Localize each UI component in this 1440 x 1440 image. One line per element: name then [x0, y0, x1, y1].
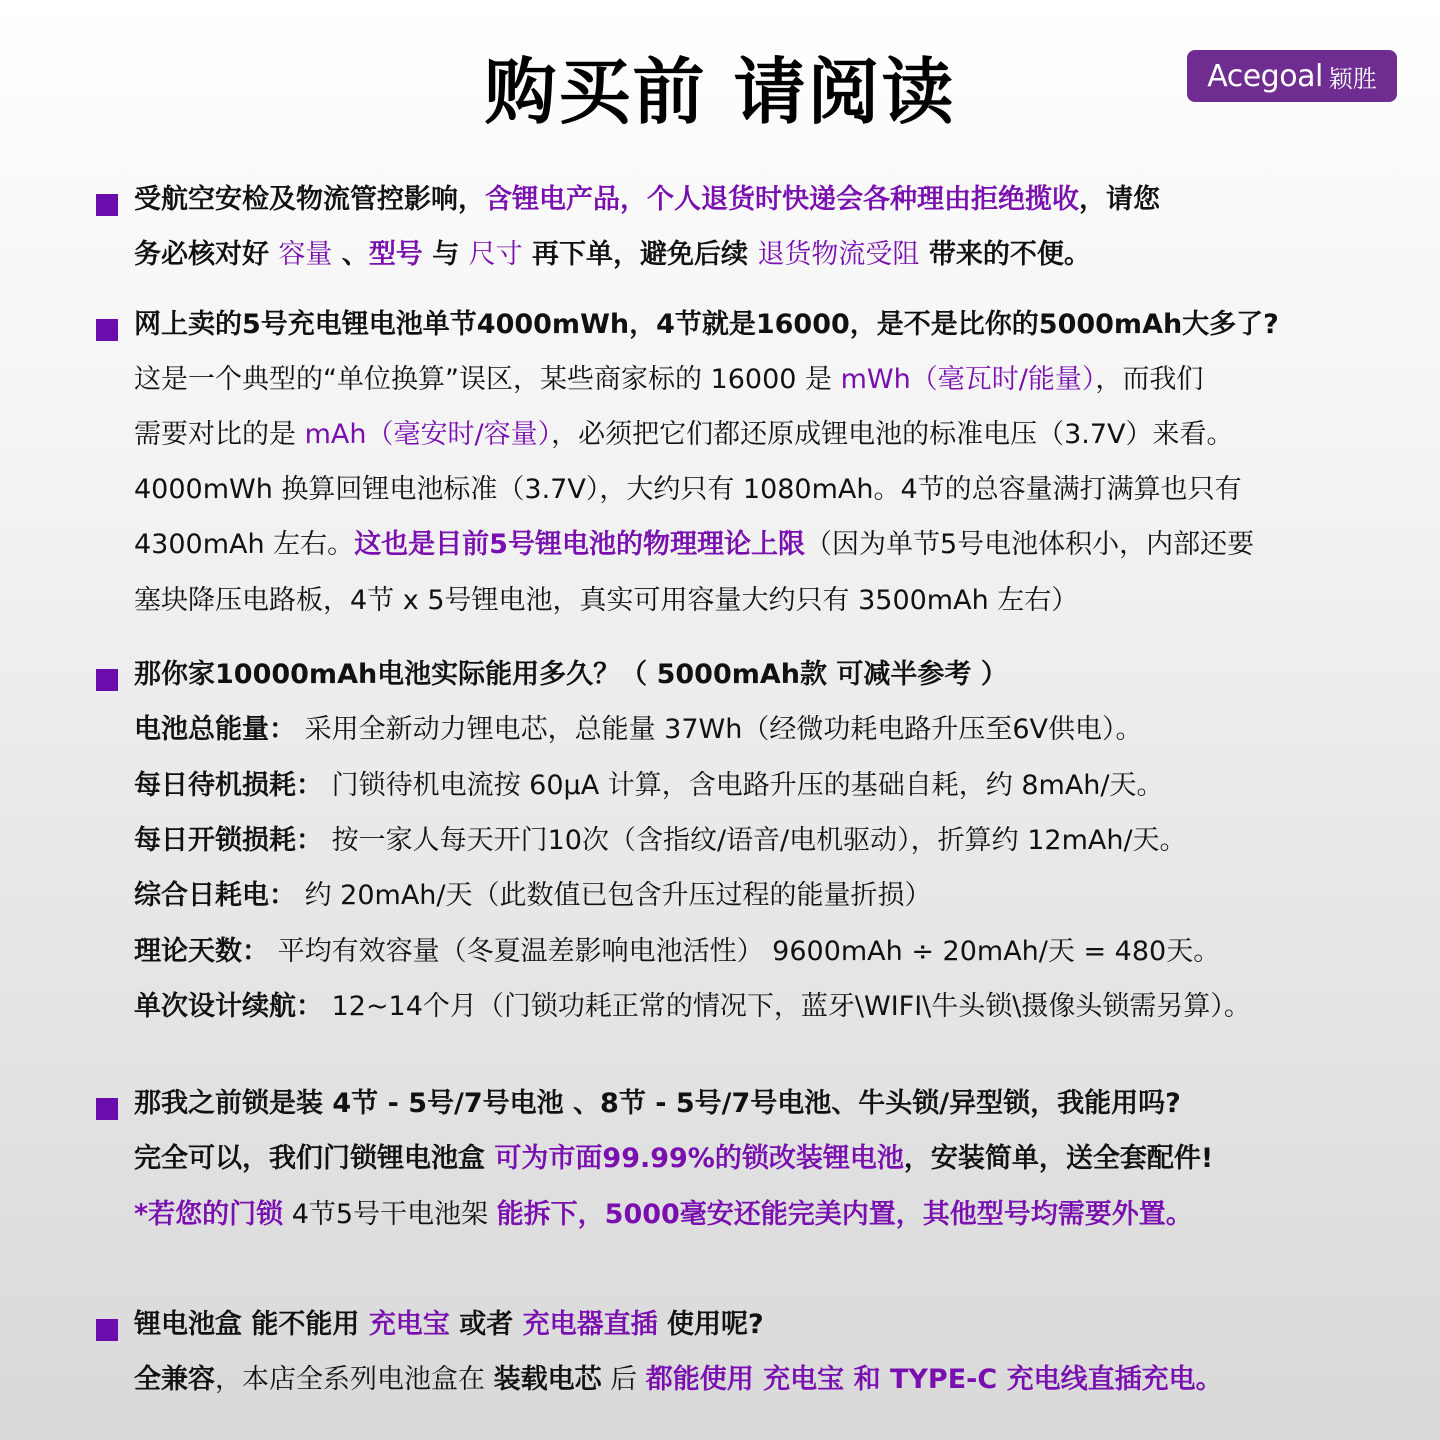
- text-line: [134, 876, 932, 916]
- text-segment: 网上卖的5号充电锂电池单节4000mWh，4节就是16000，是不是比你的5000mAh大多了?: [134, 309, 1279, 340]
- text-segment: 理论天数：: [134, 936, 269, 967]
- bullet-square-icon: [96, 194, 118, 216]
- text-segment: 或者: [449, 1309, 523, 1340]
- text-segment: 使用呢?: [657, 1309, 764, 1340]
- text-segment: 务必核对好: [134, 239, 279, 270]
- text-segment: 这是一个典型的“单位换算”误区，某些商家标的 16000 是: [134, 364, 841, 395]
- highlight-text: 充电器直插: [522, 1309, 658, 1340]
- highlight-text: 这也是目前5号锂电池的物理理论上限: [354, 529, 805, 560]
- text-segment: 再下单，避免后续: [522, 239, 758, 270]
- highlight-text: 充电宝: [368, 1309, 450, 1340]
- text-line: [134, 470, 1242, 510]
- text-line: [134, 581, 1078, 621]
- text-segment: 带来的不便。: [919, 239, 1091, 270]
- text-segment: 塞块降压电路板，4节 x 5号锂电池，真实可用容量大约只有 3500mAh 左右）: [134, 585, 1079, 616]
- text-segment: ，而我们: [1095, 364, 1204, 395]
- text-segment: ，请您: [1079, 184, 1160, 215]
- text-line: [134, 655, 1008, 695]
- text-line: [134, 1139, 1213, 1179]
- brand-logo-cn: 颖胜: [1328, 64, 1377, 93]
- highlight-text: 可为市面99.99%的锁改装锂电池: [494, 1143, 904, 1174]
- text-line: [134, 180, 1160, 220]
- text-segment: 12~14个月（门锁功耗正常的情况下，蓝牙\WIFI\牛头锁\摄像头锁需另算）。: [323, 991, 1251, 1022]
- text-line: [134, 710, 1142, 750]
- text-segment: 完全可以，我们门锁锂电池盒: [134, 1143, 495, 1174]
- text-segment: 与: [422, 239, 469, 270]
- text-segment: 采用全新动力锂电芯，总能量 37Wh（经微功耗电路升压至6V供电）。: [296, 714, 1143, 745]
- highlight-text: mAh（毫安时/容量）: [304, 419, 552, 450]
- text-line: [134, 1195, 1193, 1235]
- text-line: [134, 1305, 764, 1345]
- text-segment: 每日待机损耗：: [134, 770, 323, 801]
- highlight-text: mWh（毫瓦时/能量）: [840, 364, 1096, 395]
- bullet-square-icon: [96, 669, 118, 691]
- highlight-text: 能拆下，5000毫安还能完美内置，其他型号均需要外置。: [496, 1199, 1193, 1230]
- text-segment: 那我之前锁是装 4节 - 5号/7号电池 、8节 - 5号/7号电池、牛头锁/异型锁，我能用吗?: [134, 1088, 1181, 1119]
- text-line: [134, 305, 1279, 345]
- text-segment: 4000mWh 换算回锂电池标准（3.7V），大约只有 1080mAh。4节的总容量满打满算也只有: [134, 474, 1242, 505]
- section-shipping-notice: [96, 180, 1396, 280]
- highlight-text: 含锂电产品，个人退货时快递会各种理由拒绝揽收: [485, 184, 1079, 215]
- text-segment: 4节5号干电池架: [283, 1199, 497, 1230]
- text-segment: 综合日耗电：: [134, 880, 296, 911]
- bullet-square-icon: [96, 1319, 118, 1341]
- section-mwh-vs-mah: [96, 305, 1396, 625]
- text-line: [134, 360, 1203, 400]
- text-segment: 约 20mAh/天（此数值已包含升压过程的能量折损）: [296, 880, 932, 911]
- text-segment: 需要对比的是: [134, 419, 305, 450]
- text-segment: 受航空安检及物流管控影响，: [134, 184, 485, 215]
- text-segment: 锂电池盒 能不能用: [134, 1309, 369, 1340]
- section-battery-life: [96, 655, 1396, 1035]
- bullet-square-icon: [96, 319, 118, 341]
- text-segment: 装载电芯: [493, 1364, 602, 1395]
- text-segment: 电池总能量：: [134, 714, 296, 745]
- highlight-text: 容量: [278, 239, 333, 270]
- text-segment: 门锁待机电流按 60μA 计算，含电路升压的基础自耗，约 8mAh/天。: [323, 770, 1164, 801]
- highlight-text: 型号: [368, 239, 423, 270]
- bullet-square-icon: [96, 1098, 118, 1120]
- section-charging: [96, 1305, 1396, 1405]
- text-line: [134, 1360, 1223, 1400]
- text-segment: 每日开锁损耗：: [134, 825, 323, 856]
- text-line: [134, 415, 1234, 455]
- text-segment: 按一家人每天开门10次（含指纹/语音/电机驱动），折算约 12mAh/天。: [323, 825, 1187, 856]
- text-segment: 4300mAh 左右。: [134, 529, 355, 560]
- text-segment: 全兼容: [134, 1364, 215, 1395]
- brand-logo-en: Acegoal: [1207, 58, 1323, 94]
- text-segment: ，安装简单，送全套配件!: [903, 1143, 1214, 1174]
- highlight-text: 尺寸: [468, 239, 523, 270]
- text-segment: 那你家10000mAh电池实际能用多久？（ 5000mAh款 可减半参考 ）: [134, 659, 1008, 690]
- page-title: 购买前 请阅读: [484, 50, 956, 134]
- text-line: [134, 525, 1254, 565]
- text-line: [134, 932, 1220, 972]
- text-segment: 平均有效容量（冬夏温差影响电池活性） 9600mAh ÷ 20mAh/天 = 480天。: [269, 936, 1221, 967]
- highlight-text: 都能使用 充电宝 和 TYPE-C 充电线直插充电。: [645, 1364, 1223, 1395]
- text-line: [134, 1084, 1181, 1124]
- text-line: [134, 987, 1251, 1027]
- text-line: [134, 235, 1091, 275]
- text-segment: ，必须把它们都还原成锂电池的标准电压（3.7V）来看。: [551, 419, 1234, 450]
- text-segment: 后: [601, 1364, 646, 1395]
- highlight-text: *若您的门锁: [134, 1199, 284, 1230]
- text-segment: （因为单节5号电池体积小，内部还要: [804, 529, 1255, 560]
- text-line: [134, 821, 1187, 861]
- text-segment: 、: [332, 239, 369, 270]
- text-segment: 单次设计续航：: [134, 991, 323, 1022]
- section-compatibility: [96, 1084, 1396, 1244]
- brand-logo: [1187, 50, 1397, 102]
- highlight-text: 退货物流受阻: [757, 239, 920, 270]
- text-line: [134, 766, 1164, 806]
- text-segment: ，本店全系列电池盒在: [215, 1364, 494, 1395]
